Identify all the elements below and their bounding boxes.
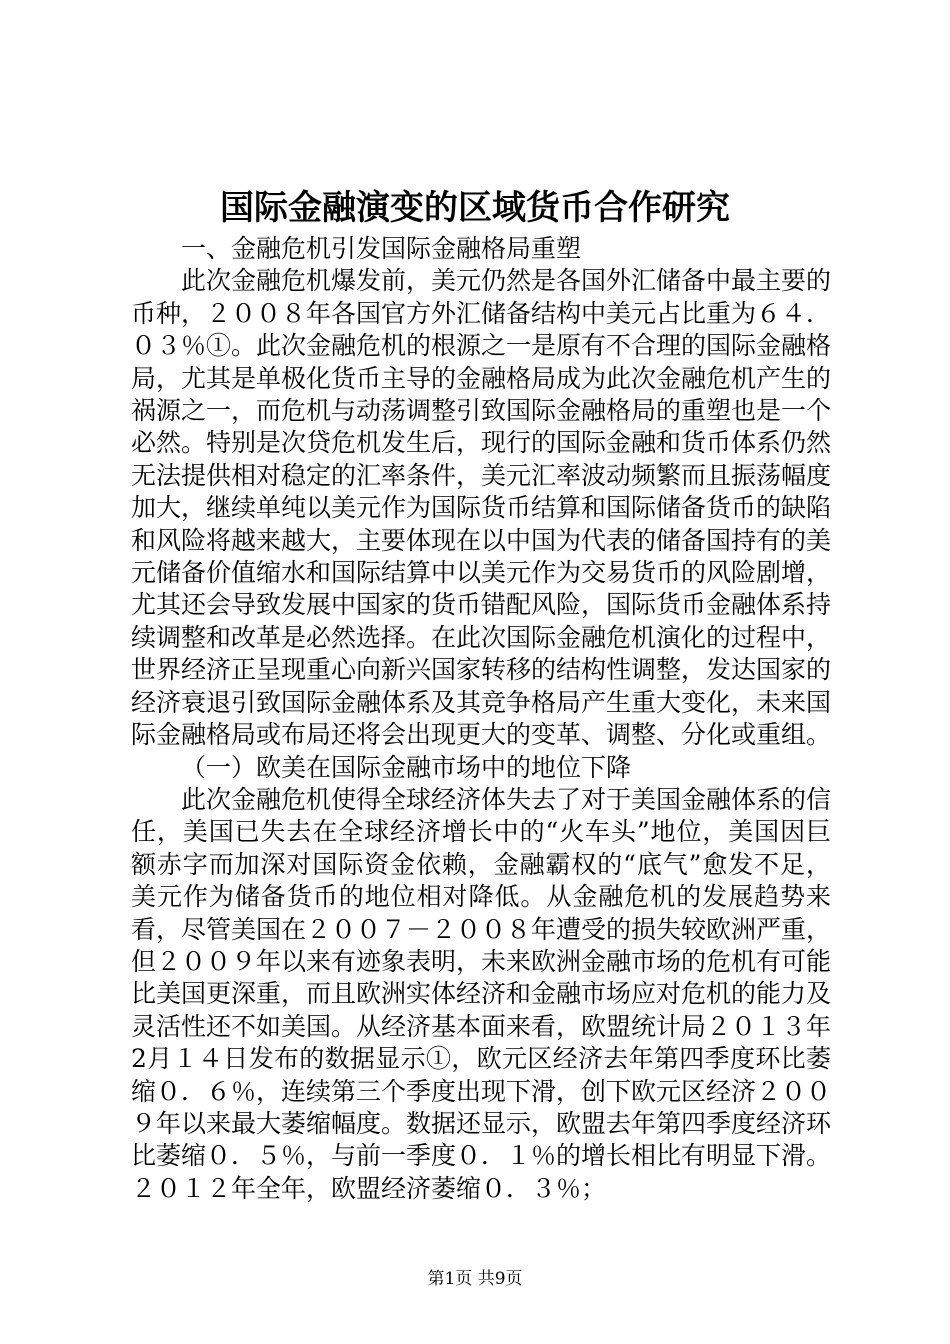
document-body [131, 233, 831, 1205]
document-title: 国际金融演变的区域货币合作研究 [220, 188, 730, 228]
body-paragraph: 此次金融危机爆发前，美元仍然是各国外汇储备中最主要的币种，２００８年各国官方外汇储备结构中美元占比重为６４．０３％①。此次金融危机的根源之一是原有不合理的国际金融格局，尤其是单极化货币主导的金融格局成为此次金融危机产生的祸源之一，而危机与动荡调整引致国际金融格局的重塑也是一个必然。特别是次贷危机发生后，现行的国际金融和货币体系仍然无法提供相对稳定的汇率条件，美元汇率波动频繁而且振荡幅度加大，继续单纯以美元作为国际货币结算和国际储备货币的缺陷和风险将越来越大，主要体现在以中国为代表的储备国持有的美元储备价值缩水和国际结算中以美元作为交易货币的风险剧增，尤其还会导致发展中国家的货币错配风险，国际货币金融体系持续调整和改革是必然选择。在此次国际金融危机演化的过程中，世界经济正呈现重心向新兴国家转移的结构性调整，发达国家的经济衰退引致国际金融体系及其竞争格局产生重大变化，未来国际金融格局或布局还将会出现更大的变革、调整、分化或重组。 [131, 266, 832, 750]
body-paragraph: 此次金融危机使得全球经济体失去了对于美国金融体系的信任，美国已失去在全球经济增长中的“火车头”地位，美国因巨额赤字而加深对国际资金依赖，金融霸权的“底气”愈发不足，美元作为储备货币的地位相对降低。从金融危机的发展趋势来看，尽管美国在２００７－２００８年遭受的损失较欧洲严重，但２００９年以来有迹象表明，未来欧洲金融市场的危机有可能比美国更深重，而且欧洲实体经济和金融市场应对危机的能力及灵活性还不如美国。从经济基本面来看，欧盟统计局２０１３年2月１４日发布的数据显示①，欧元区经济去年第四季度环比萎缩０．６％，连续第三个季度出现下滑，创下欧元区经济２００９年以来最大萎缩幅度。数据还显示，欧盟去年第四季度经济环比萎缩０．５％，与前一季度０．１％的增长相比有明显下滑。２０１２年全年，欧盟经济萎缩０．３％； [131, 784, 832, 1203]
section-heading: 一、金融危机引发国际金融格局重塑 [181, 234, 582, 263]
page-number: 第1页 共9页 [427, 1269, 523, 1289]
subsection-heading: （一）欧美在国际金融市场中的地位下降 [181, 752, 632, 782]
